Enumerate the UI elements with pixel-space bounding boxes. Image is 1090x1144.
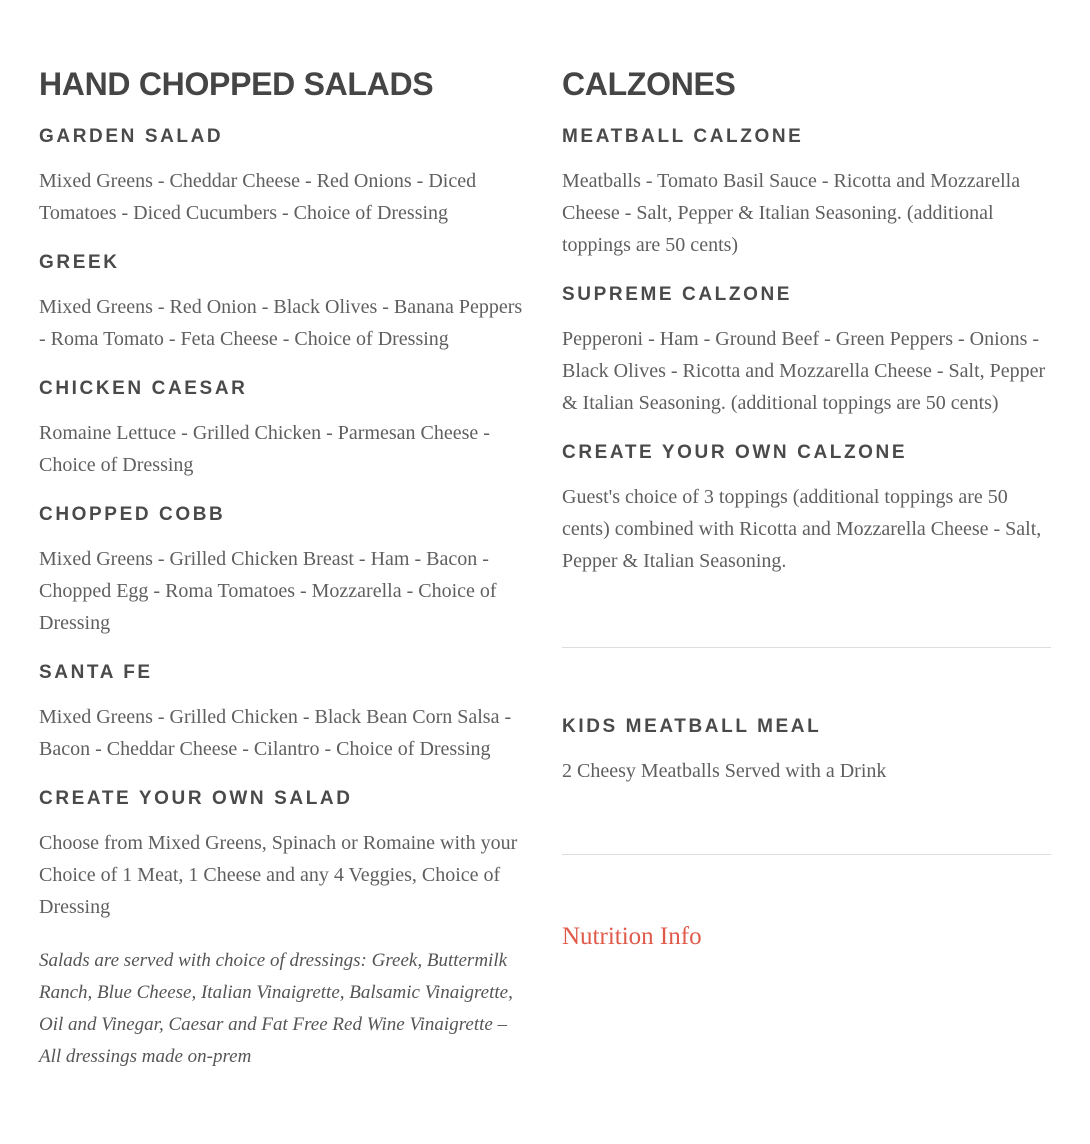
- item-name: KIDS MEATBALL MEAL: [562, 716, 822, 737]
- nutrition-info-link[interactable]: Nutrition Info: [562, 923, 702, 950]
- item-name: CHOPPED COBB: [39, 504, 226, 525]
- menu-item-supreme-calzone: [562, 283, 1052, 419]
- item-description: Mixed Greens - Red Onion - Black Olives - Banana Peppers - Roma Tomato - Feta Cheese - Choice of Dressing: [39, 296, 523, 350]
- menu-item-santa-fe: [39, 661, 529, 765]
- calzones-section-title: CALZONES: [562, 66, 736, 102]
- menu-item-chicken-caesar: [39, 377, 529, 481]
- menu-item-garden-salad: [39, 125, 529, 229]
- item-description: Romaine Lettuce - Grilled Chicken - Parmesan Cheese - Choice of Dressing: [39, 422, 490, 476]
- item-description: Choose from Mixed Greens, Spinach or Romaine with your Choice of 1 Meat, 1 Cheese and any 4 Veggies, Choice of Dressing: [39, 832, 518, 918]
- salads-section-title: HAND CHOPPED SALADS: [39, 66, 434, 102]
- item-name: GARDEN SALAD: [39, 126, 224, 147]
- menu-item-meatball-calzone: [562, 125, 1052, 261]
- item-name: CREATE YOUR OWN SALAD: [39, 788, 353, 809]
- item-description: Pepperoni - Ham - Ground Beef - Green Peppers - Onions - Black Olives - Ricotta and Mozzarella Cheese - Salt, Pepper & Italian Seasoning. (additional toppings are 50 cents): [562, 328, 1046, 414]
- item-name: CHICKEN CAESAR: [39, 378, 248, 399]
- item-name: CREATE YOUR OWN CALZONE: [562, 442, 908, 463]
- menu-item-kids-meatball-meal: [562, 715, 1052, 787]
- item-description: Mixed Greens - Cheddar Cheese - Red Onions - Diced Tomatoes - Diced Cucumbers - Choice of Dressing: [39, 170, 477, 224]
- salads-column: [39, 62, 529, 1073]
- menu-item-create-your-own-salad: [39, 787, 529, 923]
- dressings-note: Salads are served with choice of dressings: Greek, Buttermilk Ranch, Blue Cheese, Italian Vinaigrette, Balsamic Vinaigrette, Oil and Vinegar, Caesar and Fat Free Red Wine Vinaigrette – All dressings made on-prem: [39, 950, 513, 1067]
- item-name: SANTA FE: [39, 662, 153, 683]
- calzones-column: [562, 62, 1052, 953]
- item-description: Guest's choice of 3 toppings (additional toppings are 50 cents) combined with Ricotta and Mozzarella Cheese - Salt, Pepper & Italian Seasoning.: [562, 486, 1042, 572]
- menu-item-create-your-own-calzone: [562, 441, 1052, 577]
- item-description: Mixed Greens - Grilled Chicken - Black Bean Corn Salsa - Bacon - Cheddar Cheese - Cilantro - Choice of Dressing: [39, 706, 512, 760]
- item-name: SUPREME CALZONE: [562, 284, 793, 305]
- item-description: Mixed Greens - Grilled Chicken Breast - Ham - Bacon - Chopped Egg - Roma Tomatoes - Mozzarella - Choice of Dressing: [39, 548, 497, 634]
- menu-item-chopped-cobb: [39, 503, 529, 639]
- item-name: MEATBALL CALZONE: [562, 126, 804, 147]
- item-name: GREEK: [39, 252, 120, 273]
- menu-item-greek: [39, 251, 529, 355]
- item-description: 2 Cheesy Meatballs Served with a Drink: [562, 760, 887, 782]
- item-description: Meatballs - Tomato Basil Sauce - Ricotta and Mozzarella Cheese - Salt, Pepper & Italian Seasoning. (additional toppings are 50 cents): [562, 170, 1021, 256]
